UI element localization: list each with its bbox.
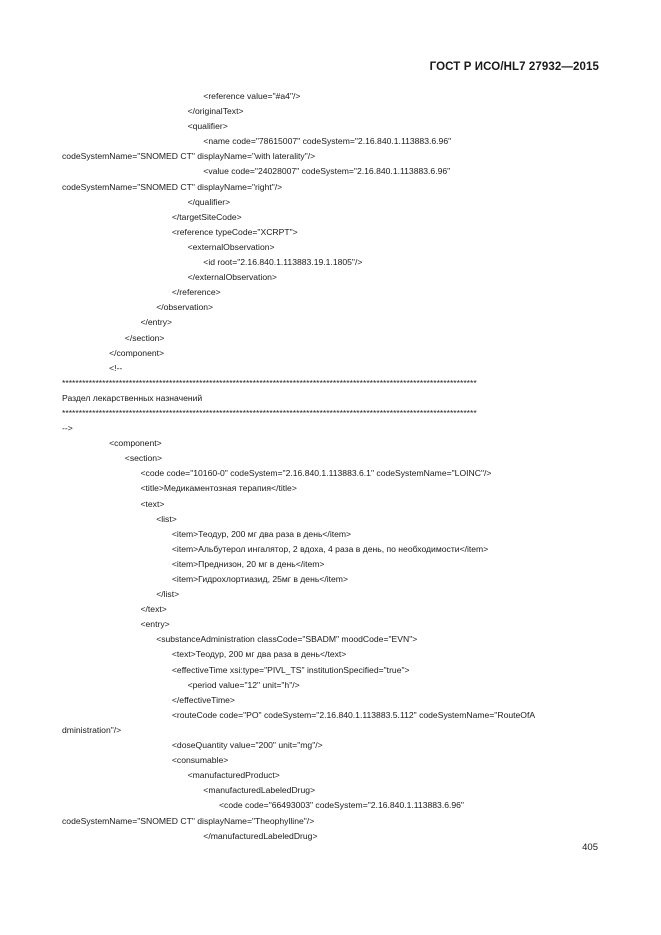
code-line: </section> [124, 332, 165, 343]
code-line: </externalObservation> [187, 272, 277, 283]
code-line: <!-- [109, 362, 123, 373]
code-line: <entry> [140, 619, 170, 630]
code-line: <text>Теодур, 200 мг два раза в день</text> [171, 649, 347, 660]
code-line: </targetSiteCode> [171, 211, 242, 222]
code-line: </observation> [156, 302, 214, 313]
code-line: <section> [124, 453, 163, 464]
code-line: <code code="66493003" codeSystem="2.16.840.1.113883.6.96" [219, 800, 464, 811]
code-line: <doseQuantity value="200" unit="mg"/> [171, 740, 323, 751]
separator-line: **************************************************************************************************************************** [62, 377, 477, 388]
code-line: <component> [109, 438, 162, 449]
code-line: <item>Гидрохлортиазид, 25мг в день</item> [171, 574, 348, 584]
code-line: </effectiveTime> [171, 694, 235, 705]
code-line: </component> [109, 347, 165, 358]
separator-line: **************************************************************************************************************************** [62, 407, 477, 418]
code-line: <code code="10160-0" codeSystem="2.16.840.1.113883.6.1" codeSystemName="LOINC"/> [140, 468, 492, 479]
code-line: <manufacturedProduct> [187, 770, 280, 781]
code-line: --> [62, 423, 73, 434]
code-line: <item>Альбутерол ингалятор, 2 вдоха, 4 раза в день, по необходимости</item> [171, 543, 489, 554]
code-line: <qualifier> [187, 121, 228, 132]
code-line: <value code="24028007" codeSystem="2.16.840.1.113883.6.96" [203, 166, 451, 177]
code-line: </text> [140, 604, 167, 615]
code-line: <reference typeCode="XCRPT"> [171, 226, 298, 237]
code-line: </qualifier> [187, 196, 231, 207]
xml-listing [62, 89, 602, 844]
code-line: <reference value="#a4"/> [203, 91, 301, 101]
code-line: codeSystemName="SNOMED CT" displayName="right"/> [62, 181, 283, 192]
code-line: <externalObservation> [187, 241, 275, 252]
code-line: <item>Теодур, 200 мг два раза в день</item> [171, 528, 352, 539]
code-line: dministration"/> [62, 724, 122, 735]
code-line: <list> [156, 513, 177, 524]
code-line: </reference> [171, 287, 221, 298]
code-line: <consumable> [171, 755, 229, 766]
code-line: <effectiveTime xsi:type="PIVL_TS" institutionSpecified="true"> [171, 664, 410, 675]
code-line: <period value="12" unit="h"/> [187, 679, 300, 690]
code-line: <manufacturedLabeledDrug> [203, 785, 316, 796]
code-line: <title>Медикаментозная терапия</title> [140, 483, 297, 494]
code-line: codeSystemName="SNOMED CT" displayName="Theophylline"/> [62, 815, 315, 826]
code-line: </originalText> [187, 106, 244, 117]
code-line: <item>Преднизон, 20 мг в день</item> [171, 558, 325, 569]
code-line: </entry> [140, 317, 173, 328]
code-line: </manufacturedLabeledDrug> [203, 830, 318, 841]
standard-header: ГОСТ Р ИСО/HL7 27932—2015 [429, 61, 599, 73]
code-line: codeSystemName="SNOMED CT" displayName="with laterality"/> [62, 151, 316, 162]
page-number: 405 [582, 842, 598, 853]
code-line: </list> [156, 589, 180, 600]
code-line: <id root="2.16.840.1.113883.19.1.1805"/> [203, 257, 363, 268]
code-line: Раздел лекарственных назначений [62, 392, 203, 403]
code-line: <routeCode code="PO" codeSystem="2.16.840.1.113883.5.112" codeSystemName="RouteOfA [171, 709, 536, 720]
code-line: <name code="78615007" codeSystem="2.16.840.1.113883.6.96" [203, 136, 452, 147]
code-line: <text> [140, 498, 165, 509]
code-line: <substanceAdministration classCode="SBADM" moodCode="EVN"> [156, 634, 418, 645]
